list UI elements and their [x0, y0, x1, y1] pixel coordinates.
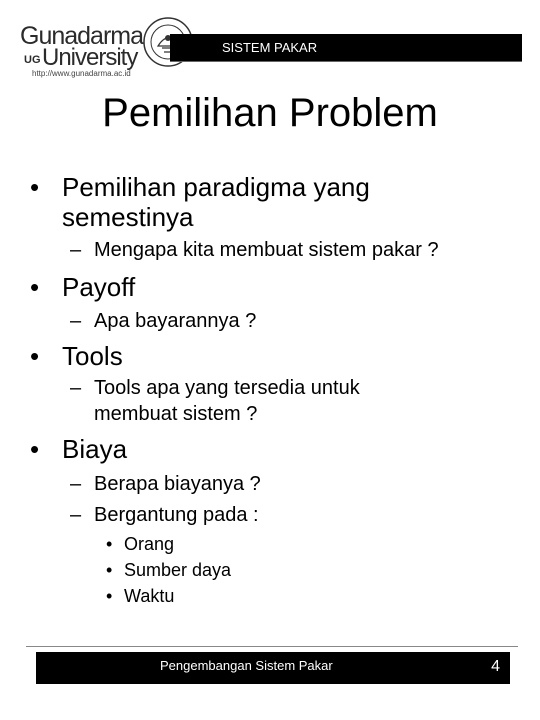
item-4-sub-1: Berapa biayanya ?: [94, 473, 261, 495]
item-4-subsub-3: Waktu: [124, 586, 175, 606]
item-3-sub-line-1: Tools apa yang tersedia untuk: [94, 377, 360, 399]
logo-url: http://www.gunadarma.ac.id: [32, 69, 131, 78]
item-3-line-1: Tools: [62, 341, 123, 371]
logo-name-bottom: University: [42, 44, 138, 71]
item-1-line-1: Pemilihan paradigma yang: [62, 172, 370, 202]
logo-name-top: Gunadarma: [20, 22, 144, 50]
item-1-sub-1: Mengapa kita membuat sistem pakar ?: [94, 239, 439, 261]
dash-icon: –: [70, 310, 82, 332]
item-2-sub-1: Apa bayarannya ?: [94, 310, 257, 332]
bullet-icon: •: [30, 434, 40, 464]
slide-title: Pemilihan Problem: [102, 91, 438, 135]
footer-rule: [26, 646, 518, 647]
dash-icon: –: [70, 473, 82, 495]
item-4-sub-2: Bergantung pada :: [94, 504, 259, 526]
bullet-icon: •: [106, 560, 113, 580]
item-3-sub-line-2: membuat sistem ?: [94, 403, 258, 425]
bullet-icon: •: [106, 586, 113, 606]
item-4-line-1: Biaya: [62, 434, 128, 464]
bullet-icon: •: [106, 534, 113, 554]
bullet-icon: •: [30, 172, 40, 202]
item-1-line-2: semestinya: [62, 202, 194, 232]
page-number: 4: [491, 658, 500, 675]
dash-icon: –: [70, 504, 82, 526]
footer-label: Pengembangan Sistem Pakar: [160, 658, 333, 673]
item-4-subsub-2: Sumber daya: [124, 560, 232, 580]
dash-icon: –: [70, 239, 82, 261]
logo-prefix: UG: [24, 54, 41, 66]
item-2-line-1: Payoff: [62, 272, 136, 302]
bullet-icon: •: [30, 341, 40, 371]
header-label: SISTEM PAKAR: [222, 40, 318, 55]
item-4-subsub-1: Orang: [124, 534, 175, 554]
dash-icon: –: [70, 377, 82, 399]
bullet-icon: •: [30, 272, 40, 302]
footer-bar: [36, 652, 510, 684]
